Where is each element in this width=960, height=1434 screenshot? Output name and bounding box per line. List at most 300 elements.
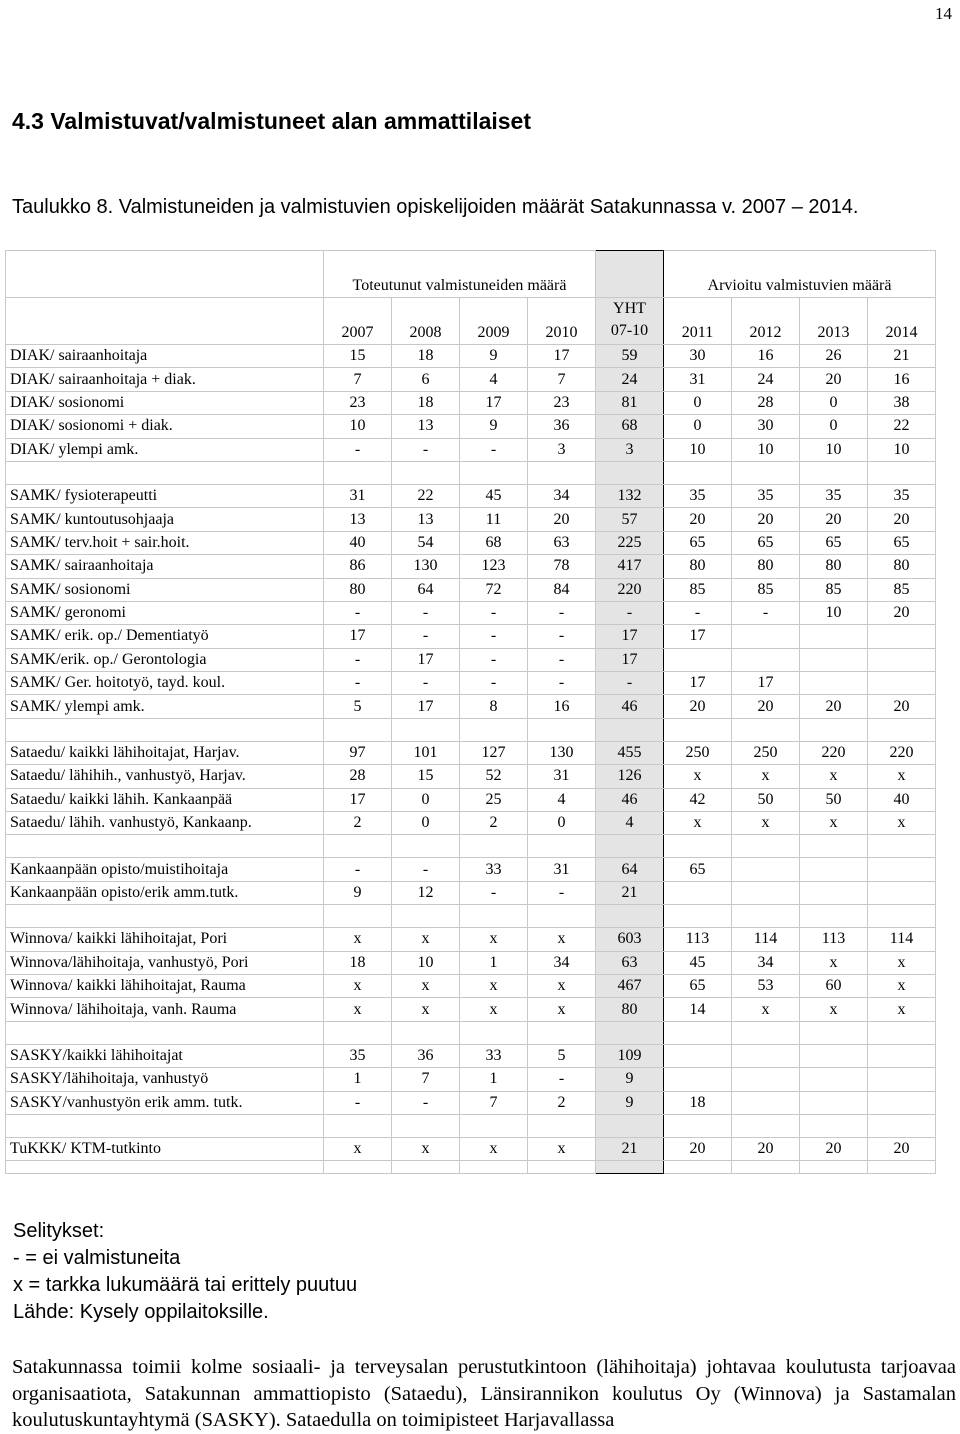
sum-cell: 467 [596,974,664,997]
value-cell: 31 [528,765,596,788]
table-row [6,1068,936,1091]
table-cell [800,1161,868,1174]
sum-cell: 455 [596,741,664,764]
table-row [6,998,936,1021]
value-cell: 114 [732,928,800,951]
value-cell: 18 [664,1091,732,1114]
table-cell [324,1161,392,1174]
legend-item: x = tarkka lukumäärä tai erittely puutuu [13,1274,358,1296]
table-cell [732,461,800,484]
table-cell [800,835,868,858]
value-cell: 20 [528,508,596,531]
value-cell: - [732,601,800,624]
table-row [6,951,936,974]
value-cell: x [324,1137,392,1160]
table-cell [868,718,936,741]
value-cell: 16 [868,368,936,391]
value-cell [800,648,868,671]
value-cell: 20 [664,508,732,531]
value-cell: 31 [528,858,596,881]
value-cell: - [324,601,392,624]
value-cell: 20 [800,508,868,531]
value-cell: 4 [460,368,528,391]
row-label: SASKY/kaikki lähihoitajat [6,1044,324,1067]
header-blank-cell [6,298,324,345]
group-header-estimate: Arvioitu valmistuvien määrä [664,251,936,298]
sum-cell: 9 [596,1068,664,1091]
value-cell: 20 [800,1137,868,1160]
value-cell: 65 [664,531,732,554]
value-cell [800,1068,868,1091]
table-cell [800,461,868,484]
value-cell: 38 [868,391,936,414]
table-row [6,555,936,578]
table-cell [392,461,460,484]
value-cell: 7 [460,1091,528,1114]
table-cell [392,905,460,928]
value-cell: x [664,812,732,835]
value-cell [664,1068,732,1091]
header-blank-cell [6,251,324,298]
value-cell: 35 [664,484,732,507]
row-label: Winnova/ lähihoitaja, vanh. Rauma [6,998,324,1021]
row-label: DIAK/ sosionomi + diak. [6,415,324,438]
table-spacer-row [6,905,936,928]
table-row [6,788,936,811]
graduates-table [5,250,936,1174]
table-cell [800,905,868,928]
table-spacer-row [6,718,936,741]
table-cell [664,461,732,484]
value-cell: 20 [664,695,732,718]
value-cell: 250 [732,741,800,764]
value-cell: 28 [732,391,800,414]
value-cell [868,881,936,904]
value-cell [868,672,936,695]
value-cell: 123 [460,555,528,578]
table-cell [6,718,324,741]
value-cell: x [460,974,528,997]
value-cell [800,1091,868,1114]
value-cell [800,625,868,648]
table-year-header-row [6,298,936,345]
year-header: 2013 [800,298,868,345]
row-label: SAMK/ sairaanhoitaja [6,555,324,578]
value-cell: 65 [664,974,732,997]
value-cell: 85 [732,578,800,601]
table-cell [868,905,936,928]
table-cell [392,718,460,741]
table-cell [732,835,800,858]
value-cell: x [732,998,800,1021]
sum-cell: 220 [596,578,664,601]
table-cell [664,905,732,928]
value-cell: 35 [868,484,936,507]
value-cell: 0 [800,415,868,438]
value-cell: - [392,672,460,695]
sum-cell: 21 [596,881,664,904]
value-cell: 23 [528,391,596,414]
table-row [6,648,936,671]
row-label: Sataedu/ lähihih., vanhustyö, Harjav. [6,765,324,788]
row-label: DIAK/ sairaanhoitaja + diak. [6,368,324,391]
table-cell [732,1021,800,1044]
value-cell: 34 [732,951,800,974]
value-cell: 78 [528,555,596,578]
table-cell [460,1021,528,1044]
value-cell: 26 [800,345,868,368]
table-row [6,438,936,461]
table-cell [596,1161,664,1174]
value-cell: - [392,1091,460,1114]
value-cell: 220 [868,741,936,764]
table-bottom-row [6,1161,936,1174]
sum-cell: - [596,672,664,695]
row-label: Winnova/ kaikki lähihoitajat, Pori [6,928,324,951]
sum-cell: 80 [596,998,664,1021]
value-cell: 20 [732,695,800,718]
table-cell [596,1114,664,1137]
table-cell [800,718,868,741]
value-cell [868,625,936,648]
value-cell: 40 [324,531,392,554]
table-cell [324,461,392,484]
value-cell: 17 [324,788,392,811]
value-cell: 20 [732,1137,800,1160]
value-cell: - [528,648,596,671]
sum-header-line2: 07-10 [610,322,649,339]
table-cell [392,1161,460,1174]
value-cell: 21 [868,345,936,368]
value-cell: 45 [460,484,528,507]
row-label: SAMK/ ylempi amk. [6,695,324,718]
value-cell: 64 [392,578,460,601]
value-cell: - [460,648,528,671]
value-cell: 6 [392,368,460,391]
value-cell: 9 [460,345,528,368]
value-cell [732,1044,800,1067]
table-cell [732,905,800,928]
value-cell: 33 [460,858,528,881]
table-cell [664,1021,732,1044]
value-cell: 85 [664,578,732,601]
value-cell: 20 [800,695,868,718]
value-cell: 18 [392,345,460,368]
legend-item: Lähde: Kysely oppilaitoksille. [13,1301,269,1323]
value-cell: 0 [392,788,460,811]
value-cell: - [664,601,732,624]
sum-cell: 59 [596,345,664,368]
value-cell [732,881,800,904]
table-cell [868,1161,936,1174]
value-cell: 34 [528,951,596,974]
table-cell [868,835,936,858]
section-heading: 4.3 Valmistuvat/valmistuneet alan ammattilaiset [12,108,532,134]
table-cell [732,718,800,741]
value-cell: 65 [868,531,936,554]
value-cell: x [392,928,460,951]
value-cell: 113 [664,928,732,951]
table-cell [324,905,392,928]
row-label: Kankaanpään opisto/erik amm.tutk. [6,881,324,904]
table-body [6,345,936,1174]
table-cell [664,718,732,741]
value-cell: 23 [324,391,392,414]
value-cell: 7 [528,368,596,391]
table-cell [868,1021,936,1044]
value-cell: 40 [868,788,936,811]
value-cell: 0 [664,391,732,414]
sum-cell: 3 [596,438,664,461]
legend-item: - = ei valmistuneita [13,1247,181,1269]
group-header-actual: Toteutunut valmistuneiden määrä [324,251,596,298]
value-cell [868,858,936,881]
value-cell [732,648,800,671]
table-cell [6,1114,324,1137]
table-cell [868,461,936,484]
value-cell: 15 [324,345,392,368]
row-label: SASKY/vanhustyön erik amm. tutk. [6,1091,324,1114]
value-cell: 22 [868,415,936,438]
legend [13,1218,357,1326]
year-header: 2008 [392,298,460,345]
value-cell: x [800,998,868,1021]
value-cell [868,1068,936,1091]
table-row [6,345,936,368]
value-cell: 10 [800,601,868,624]
value-cell: 54 [392,531,460,554]
value-cell: 36 [392,1044,460,1067]
table-cell [324,835,392,858]
table-cell [460,1114,528,1137]
value-cell: x [732,812,800,835]
value-cell: - [528,625,596,648]
value-cell: 97 [324,741,392,764]
sum-cell: 109 [596,1044,664,1067]
value-cell: 20 [868,695,936,718]
value-cell: 15 [392,765,460,788]
value-cell: - [324,648,392,671]
sum-cell: 9 [596,1091,664,1114]
value-cell: 7 [324,368,392,391]
table-cell [732,1161,800,1174]
value-cell: x [460,928,528,951]
row-label: Sataedu/ kaikki lähihoitajat, Harjav. [6,741,324,764]
value-cell: 5 [324,695,392,718]
value-cell: x [324,998,392,1021]
table-cell [596,905,664,928]
value-cell: - [324,1091,392,1114]
table-cell [596,835,664,858]
value-cell: x [460,998,528,1021]
table-row [6,1091,936,1114]
row-label: Winnova/lähihoitaja, vanhustyö, Pori [6,951,324,974]
value-cell: 0 [392,812,460,835]
row-label: Winnova/ kaikki lähihoitajat, Rauma [6,974,324,997]
row-label: SAMK/ terv.hoit + sair.hoit. [6,531,324,554]
value-cell: 80 [868,555,936,578]
value-cell: 5 [528,1044,596,1067]
table-cell [664,835,732,858]
value-cell: 10 [800,438,868,461]
sum-cell: 603 [596,928,664,951]
row-label: Sataedu/ lähih. vanhustyö, Kankaanp. [6,812,324,835]
sum-cell: 17 [596,648,664,671]
legend-title: Selitykset: [13,1220,105,1242]
table-cell [392,835,460,858]
year-header: 2014 [868,298,936,345]
value-cell: 85 [800,578,868,601]
table-row [6,484,936,507]
value-cell: 30 [664,345,732,368]
value-cell [800,881,868,904]
value-cell: 0 [800,391,868,414]
table-cell [664,1161,732,1174]
table-row [6,601,936,624]
value-cell: 2 [460,812,528,835]
value-cell: 17 [664,672,732,695]
value-cell: 11 [460,508,528,531]
row-label: SAMK/ kuntoutusohjaaja [6,508,324,531]
sum-cell: 46 [596,695,664,718]
table-cell [868,1114,936,1137]
table-cell [800,1114,868,1137]
table-row [6,1044,936,1067]
table-row [6,415,936,438]
value-cell: 10 [324,415,392,438]
value-cell: 4 [528,788,596,811]
row-label: DIAK/ sairaanhoitaja [6,345,324,368]
value-cell: 34 [528,484,596,507]
value-cell: 80 [800,555,868,578]
value-cell: - [460,601,528,624]
table-cell [528,1021,596,1044]
value-cell: - [460,672,528,695]
value-cell: x [528,974,596,997]
value-cell: 18 [392,391,460,414]
value-cell: 24 [732,368,800,391]
value-cell: 17 [528,345,596,368]
value-cell: 65 [732,531,800,554]
table-cell [800,1021,868,1044]
value-cell: 65 [800,531,868,554]
value-cell: 9 [324,881,392,904]
value-cell [868,1044,936,1067]
value-cell [800,858,868,881]
value-cell: 65 [664,858,732,881]
value-cell: 17 [392,695,460,718]
table-cell [324,1114,392,1137]
sum-cell: 21 [596,1137,664,1160]
sum-header [596,298,664,345]
table-cell [664,1114,732,1137]
value-cell: 10 [868,438,936,461]
value-cell: x [868,974,936,997]
year-header: 2010 [528,298,596,345]
table-cell [6,1021,324,1044]
table-row [6,881,936,904]
value-cell [732,1091,800,1114]
value-cell: 25 [460,788,528,811]
table-cell [6,461,324,484]
table-row [6,578,936,601]
value-cell: 52 [460,765,528,788]
value-cell: 13 [392,508,460,531]
sum-cell: 63 [596,951,664,974]
value-cell: 80 [732,555,800,578]
table-cell [6,835,324,858]
table-row [6,508,936,531]
year-header: 2012 [732,298,800,345]
table-cell [460,1161,528,1174]
value-cell [664,648,732,671]
value-cell: 20 [868,1137,936,1160]
value-cell: 50 [800,788,868,811]
table-row [6,1137,936,1160]
sum-header-top [596,251,664,298]
table-cell [528,461,596,484]
value-cell: 1 [324,1068,392,1091]
table-cell [6,1161,324,1174]
value-cell: - [460,625,528,648]
value-cell: - [460,881,528,904]
row-label: SAMK/ sosionomi [6,578,324,601]
row-label: SAMK/ erik. op./ Dementiatyö [6,625,324,648]
body-paragraph: Satakunnassa toimii kolme sosiaali- ja terveysalan perustutkintoon (lähihoitaja) johtavaa koulutusta tarjoavaa organisaatiota, Satakunnan ammattiopisto (Sataedu), Länsirannikon koulutus Oy (Winnova) ja Sastamalan koulutuskuntayhtymä (SASKY). Sataedulla on toimipisteet Harjavallassa [12,1356,956,1431]
row-label: SAMK/ fysioterapeutti [6,484,324,507]
value-cell: 50 [732,788,800,811]
value-cell: 113 [800,928,868,951]
value-cell: - [392,858,460,881]
value-cell: x [868,812,936,835]
sum-cell: 46 [596,788,664,811]
value-cell: - [460,438,528,461]
value-cell: x [800,812,868,835]
table-row [6,368,936,391]
value-cell: 2 [324,812,392,835]
value-cell: x [868,951,936,974]
value-cell: - [528,601,596,624]
value-cell [732,1068,800,1091]
value-cell: 12 [392,881,460,904]
value-cell: - [392,438,460,461]
value-cell: 1 [460,951,528,974]
sum-cell: 68 [596,415,664,438]
value-cell: 60 [800,974,868,997]
table-cell [460,718,528,741]
value-cell: x [868,998,936,1021]
table-cell [596,1021,664,1044]
value-cell: 72 [460,578,528,601]
value-cell: x [528,928,596,951]
value-cell [868,648,936,671]
row-label: SAMK/ geronomi [6,601,324,624]
value-cell: 127 [460,741,528,764]
value-cell: x [664,765,732,788]
table-cell [528,1114,596,1137]
value-cell: 10 [392,951,460,974]
value-cell: 28 [324,765,392,788]
value-cell: 10 [732,438,800,461]
value-cell: x [324,928,392,951]
value-cell: 30 [732,415,800,438]
value-cell: 20 [868,508,936,531]
value-cell: 45 [664,951,732,974]
table-row [6,695,936,718]
value-cell: 80 [324,578,392,601]
value-cell: x [460,1137,528,1160]
sum-cell: 64 [596,858,664,881]
